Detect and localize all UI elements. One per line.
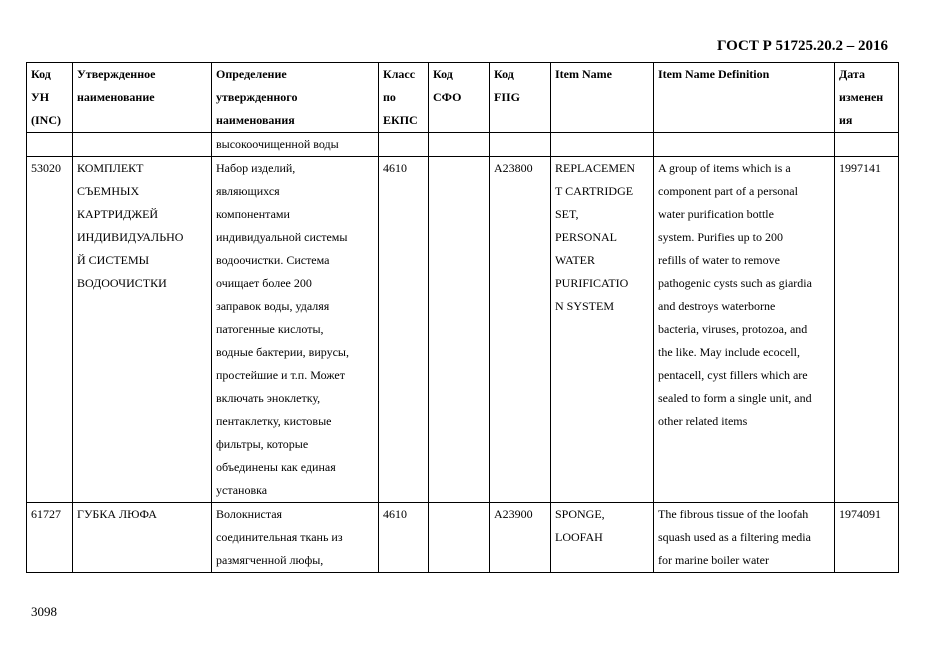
column-header-item-name [551,63,654,133]
column-header-line: Код [433,67,453,81]
cell-line: водоочистки. Система [216,253,330,267]
cell-line: LOOFAH [555,530,603,544]
column-header-line: Дата [839,67,865,81]
cell-line: КАРТРИДЖЕЙ [77,207,159,221]
cell-line: включать эноклетку, [216,391,321,405]
cell-line: SET, [555,207,579,221]
cell-line: заправок воды, удаляя [216,299,330,313]
cell-item-def [654,157,835,503]
cell-inc [27,133,73,157]
column-header-line: (INC) [31,113,61,127]
cell-inc [27,157,73,503]
cell-line: КОМПЛЕКТ [77,161,144,175]
cell-line: патогенные кислоты, [216,322,324,336]
cell-line: 1974091 [839,507,881,521]
cell-def-ru [212,503,379,573]
cell-date [835,157,899,503]
cell-line: WATER [555,253,595,267]
column-header-line: Код [494,67,514,81]
cell-line: N SYSTEM [555,299,615,313]
cell-line: компонентами [216,207,290,221]
cell-name-ru [73,133,212,157]
column-header-line: Item Name [555,67,612,81]
cell-line: A group of items which is a [658,161,791,175]
column-header-date [835,63,899,133]
column-header-line: ия [839,113,853,127]
cell-item-name [551,157,654,503]
column-header-ekps [379,63,429,133]
column-header-line: FIIG [494,90,521,104]
cell-line: sealed to form a single unit, and [658,391,812,405]
column-header-inc [27,63,73,133]
column-header-def-ru [212,63,379,133]
cell-inc [27,503,73,573]
cell-line: for marine boiler water [658,553,769,567]
column-header-line: утвержденного [216,90,298,104]
cell-sfo [429,133,490,157]
column-header-item-def [654,63,835,133]
classifier-table [26,62,899,573]
cell-line: индивидуальной системы [216,230,348,244]
column-header-line: Утвержденное [77,67,156,81]
cell-fiig [490,157,551,503]
cell-name-ru [73,503,212,573]
cell-line: A23900 [494,507,533,521]
column-header-fiig [490,63,551,133]
column-header-line: изменен [839,90,884,104]
cell-sfo [429,503,490,573]
cell-sfo [429,157,490,503]
cell-line: ВОДООЧИСТКИ [77,276,167,290]
column-header-line: Класс [383,67,416,81]
cell-line: Набор изделий, [216,161,296,175]
column-header-line: наименование [77,90,155,104]
cell-line: component part of a personal [658,184,798,198]
cell-line: водные бактерии, вирусы, [216,345,349,359]
cell-line: являющихся [216,184,280,198]
cell-ekps [379,503,429,573]
cell-line: СЪЕМНЫХ [77,184,140,198]
cell-def-ru [212,157,379,503]
cell-item-name [551,133,654,157]
cell-line: соединительная ткань из [216,530,343,544]
cell-line: pathogenic cysts such as giardia [658,276,812,290]
cell-ekps [379,157,429,503]
column-header-line: СФО [433,90,462,104]
column-header-sfo [429,63,490,133]
cell-line: refills of water to remove [658,253,780,267]
cell-item-def [654,133,835,157]
table-row [27,503,899,573]
cell-line: the like. May include ecocell, [658,345,800,359]
cell-date [835,503,899,573]
cell-line: system. Purifies up to 200 [658,230,783,244]
cell-line: water purification bottle [658,207,774,221]
column-header-line: по [383,90,396,104]
cell-line: объединены как единая [216,460,336,474]
cell-date [835,133,899,157]
cell-line: A23800 [494,161,533,175]
cell-line: T CARTRIDGE [555,184,634,198]
cell-line: очищает более 200 [216,276,312,290]
cell-line: REPLACEMEN [555,161,636,175]
table-body [27,133,899,573]
table-header-row [27,63,899,133]
cell-item-name [551,503,654,573]
cell-line: other related items [658,414,748,428]
cell-line: простейшие и т.п. Может [216,368,345,382]
cell-fiig [490,503,551,573]
cell-line: 4610 [383,507,407,521]
column-header-line: Код [31,67,51,81]
cell-line: The fibrous tissue of the loofah [658,507,809,521]
page-number: 3098 [31,604,57,619]
column-header-line: УН [31,90,50,104]
cell-line: and destroys waterborne [658,299,776,313]
column-header-line: Определение [216,67,287,81]
cell-line: 1997141 [839,161,881,175]
document-standard-header: ГОСТ Р 51725.20.2 – 2016 [716,38,888,54]
column-header-line: ЕКПС [383,113,418,127]
cell-line: ГУБКА ЛЮФА [77,507,157,521]
cell-line: 61727 [31,507,61,521]
cell-ekps [379,133,429,157]
cell-line: bacteria, viruses, protozoa, and [658,322,808,336]
cell-fiig [490,133,551,157]
cell-line: Й СИСТЕМЫ [77,253,150,267]
cell-line: Волокнистая [216,507,283,521]
cell-line: 53020 [31,161,61,175]
cell-line: установка [216,483,268,497]
column-header-line: наименования [216,113,295,127]
cell-line: высокоочищенной воды [216,137,339,151]
cell-line: ИНДИВИДУАЛЬНО [77,230,184,244]
cell-line: squash used as a filtering media [658,530,811,544]
cell-line: размягченной люфы, [216,553,324,567]
cell-name-ru [73,157,212,503]
table-row [27,157,899,503]
cell-line: фильтры, которые [216,437,309,451]
cell-line: 4610 [383,161,407,175]
cell-item-def [654,503,835,573]
column-header-name-ru [73,63,212,133]
table-row [27,133,899,157]
cell-line: PERSONAL [555,230,618,244]
column-header-line: Item Name Definition [658,67,770,81]
cell-line: pentacell, cyst fillers which are [658,368,808,382]
cell-line: PURIFICATIO [555,276,629,290]
cell-line: пентаклетку, кистовые [216,414,332,428]
cell-line: SPONGE, [555,507,605,521]
cell-def-ru [212,133,379,157]
